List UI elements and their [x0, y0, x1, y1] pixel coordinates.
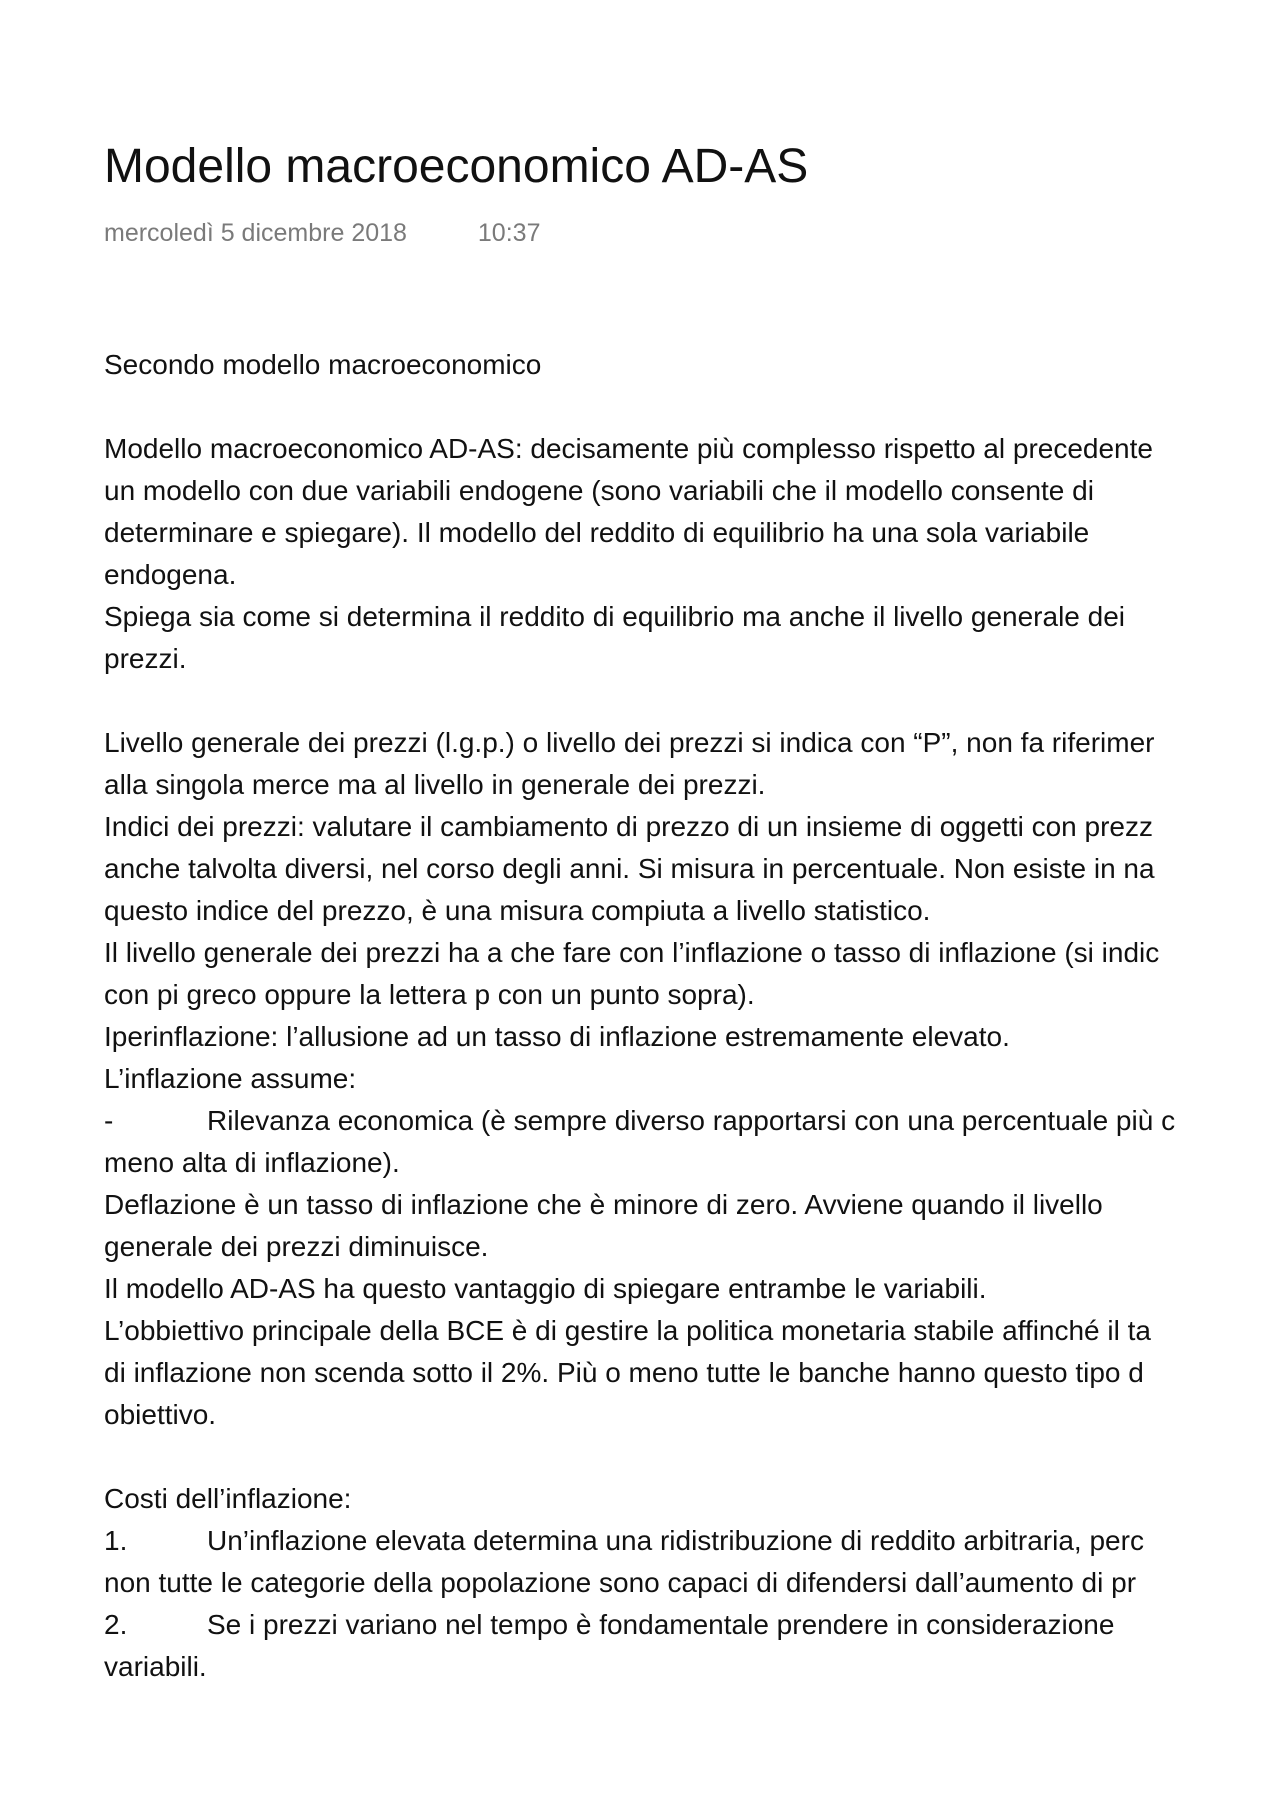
dash-marker: - [104, 1105, 114, 1136]
numbered-list-item [104, 1520, 1280, 1562]
text-line: di inflazione non scenda sotto il 2%. Più o meno tutte le banche hanno questo tipo d [104, 1357, 1144, 1388]
text-line: L’obbiettivo principale della BCE è di gestire la politica monetaria stabile affinché il ta [104, 1315, 1151, 1346]
paragraph-price-level [104, 722, 1280, 1100]
text-line: Livello generale dei prezzi (l.g.p.) o livello dei prezzi si indica con “P”, non fa riferimer [104, 727, 1155, 758]
text-line: generale dei prezzi diminuisce. [104, 1231, 489, 1262]
text-line: Indici dei prezzi: valutare il cambiamento di prezzo di un insieme di oggetti con prezz [104, 811, 1153, 842]
text-line: Il modello AD-AS ha questo vantaggio di spiegare entrambe le variabili. [104, 1273, 987, 1304]
note-datetime [104, 219, 540, 248]
list-item-text: Rilevanza economica (è sempre diverso rapportarsi con una percentuale più c [207, 1105, 1176, 1136]
number-marker: 2. [104, 1609, 128, 1640]
text-line: prezzi. [104, 643, 187, 674]
list-item-text: Se i prezzi variano nel tempo è fondamentale prendere in considerazione [207, 1609, 1115, 1640]
text-line: Modello macroeconomico AD-AS: decisamente più complesso rispetto al precedente [104, 433, 1153, 464]
text-line: obiettivo. [104, 1399, 217, 1430]
note-body [104, 344, 1280, 1688]
note-time: 10:37 [477, 219, 541, 247]
paragraph-deflation [104, 1184, 1280, 1436]
text-line: L’inflazione assume: [104, 1063, 357, 1094]
text-line: questo indice del prezzo, è una misura compiuta a livello statistico. [104, 895, 931, 926]
text-line: endogena. [104, 559, 237, 590]
costs-heading: Costi dell’inflazione: [104, 1483, 352, 1514]
dash-list-item [104, 1100, 1280, 1142]
body-heading: Secondo modello macroeconomico [104, 349, 542, 380]
blank-line [104, 680, 1280, 722]
list-item-continuation: non tutte le categorie della popolazione sono capaci di difendersi dall’aumento di pr [104, 1567, 1137, 1598]
page-title: Modello macroeconomico AD-AS [104, 140, 809, 193]
text-line: Iperinflazione: l’allusione ad un tasso di inflazione estremamente elevato. [104, 1021, 1010, 1052]
text-line: anche talvolta diversi, nel corso degli anni. Si misura in percentuale. Non esiste in na [104, 853, 1155, 884]
list-item-continuation: meno alta di inflazione). [104, 1147, 400, 1178]
list-item-continuation: variabili. [104, 1651, 207, 1682]
number-marker: 1. [104, 1525, 128, 1556]
text-line: alla singola merce ma al livello in generale dei prezzi. [104, 769, 766, 800]
text-line: Il livello generale dei prezzi ha a che fare con l’inflazione o tasso di inflazione (si indic [104, 937, 1160, 968]
text-line: Spiega sia come si determina il reddito di equilibrio ma anche il livello generale dei [104, 601, 1126, 632]
numbered-list-item [104, 1604, 1280, 1646]
note-date: mercoledì 5 dicembre 2018 [104, 219, 407, 247]
paragraph-model-intro [104, 428, 1280, 680]
text-line: un modello con due variabili endogene (sono variabili che il modello consente di [104, 475, 1094, 506]
text-line: determinare e spiegare). Il modello del reddito di equilibrio ha una sola variabile [104, 517, 1090, 548]
text-line: Deflazione è un tasso di inflazione che è minore di zero. Avviene quando il livello [104, 1189, 1103, 1220]
text-line: con pi greco oppure la lettera p con un punto sopra). [104, 979, 755, 1010]
blank-line [104, 386, 1280, 428]
blank-line [104, 1436, 1280, 1478]
list-item-text: Un’inflazione elevata determina una ridistribuzione di reddito arbitraria, perc [207, 1525, 1144, 1556]
